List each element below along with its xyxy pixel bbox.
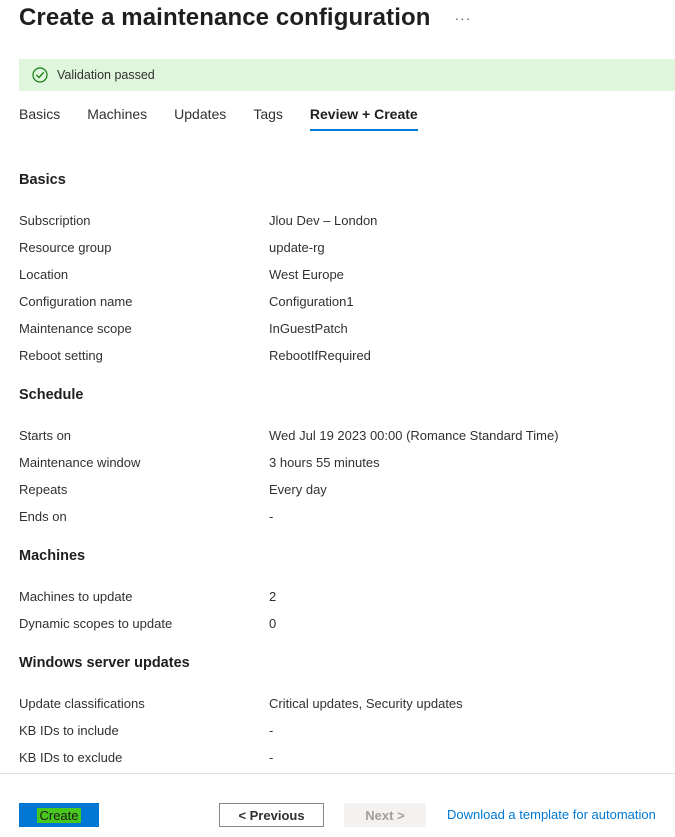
row-value: - (269, 509, 274, 524)
summary-row (19, 422, 659, 449)
row-label: Subscription (19, 213, 91, 228)
row-value: Wed Jul 19 2023 00:00 (Romance Standard Time) (269, 428, 559, 443)
row-label: Starts on (19, 428, 72, 443)
row-value: update-rg (269, 240, 325, 255)
row-value: Critical updates, Security updates (269, 696, 463, 711)
summary-row (19, 261, 659, 288)
validation-message: Validation passed (57, 68, 155, 82)
review-summary (19, 160, 659, 771)
row-value: 2 (269, 589, 277, 604)
row-value: Every day (269, 482, 327, 497)
summary-row (19, 744, 659, 771)
summary-row (19, 583, 659, 610)
row-value: Configuration1 (269, 294, 354, 309)
row-label: KB IDs to include (19, 723, 119, 738)
row-value: 0 (269, 616, 277, 631)
next-button[interactable]: Next > (344, 803, 426, 827)
summary-row (19, 610, 659, 637)
check-circle-icon (32, 67, 48, 83)
row-label: Update classifications (19, 696, 145, 711)
windows-updates-rows (19, 690, 659, 771)
page-title: Create a maintenance configuration (19, 4, 431, 31)
download-template-link[interactable]: Download a template for automation (447, 807, 656, 822)
row-value: West Europe (269, 267, 344, 282)
row-value: - (269, 750, 274, 765)
summary-row (19, 342, 659, 369)
row-value: Jlou Dev – London (269, 213, 378, 228)
tab-review-create[interactable]: Review + Create (310, 106, 418, 131)
summary-row (19, 717, 659, 744)
summary-row (19, 315, 659, 342)
row-label: KB IDs to exclude (19, 750, 123, 765)
validation-banner (19, 59, 675, 91)
row-label: Dynamic scopes to update (19, 616, 173, 631)
row-label: Configuration name (19, 294, 133, 309)
title-row (19, 4, 472, 32)
row-label: Location (19, 267, 69, 282)
more-options-button[interactable]: ··· (454, 10, 472, 26)
section-title-basics: Basics (19, 172, 66, 188)
section-title-machines: Machines (19, 548, 86, 564)
tab-tags[interactable]: Tags (253, 106, 283, 122)
summary-row (19, 234, 659, 261)
create-button[interactable] (19, 803, 99, 827)
row-value: 3 hours 55 minutes (269, 455, 380, 470)
machines-rows (19, 583, 659, 637)
row-label: Reboot setting (19, 348, 103, 363)
summary-row (19, 503, 659, 530)
section-title-windows-updates: Windows server updates (19, 655, 190, 671)
basics-rows (19, 207, 659, 369)
row-label: Machines to update (19, 589, 133, 604)
summary-row (19, 690, 659, 717)
row-value: InGuestPatch (269, 321, 348, 336)
schedule-rows (19, 422, 659, 530)
summary-row (19, 476, 659, 503)
tab-updates[interactable]: Updates (174, 106, 227, 122)
tab-machines[interactable]: Machines (87, 106, 148, 122)
summary-row (19, 207, 659, 234)
row-value: - (269, 723, 274, 738)
row-label: Resource group (19, 240, 112, 255)
summary-row (19, 288, 659, 315)
footer-actions (19, 803, 675, 827)
create-button-label: Create (39, 807, 79, 823)
tab-bar (19, 106, 445, 131)
row-label: Ends on (19, 509, 67, 524)
row-value: RebootIfRequired (269, 348, 371, 363)
tab-basics[interactable]: Basics (19, 106, 61, 122)
summary-row (19, 449, 659, 476)
footer-divider (0, 773, 675, 774)
row-label: Maintenance window (19, 455, 141, 470)
previous-button[interactable]: < Previous (219, 803, 324, 827)
row-label: Repeats (19, 482, 68, 497)
row-label: Maintenance scope (19, 321, 132, 336)
section-title-schedule: Schedule (19, 387, 84, 403)
